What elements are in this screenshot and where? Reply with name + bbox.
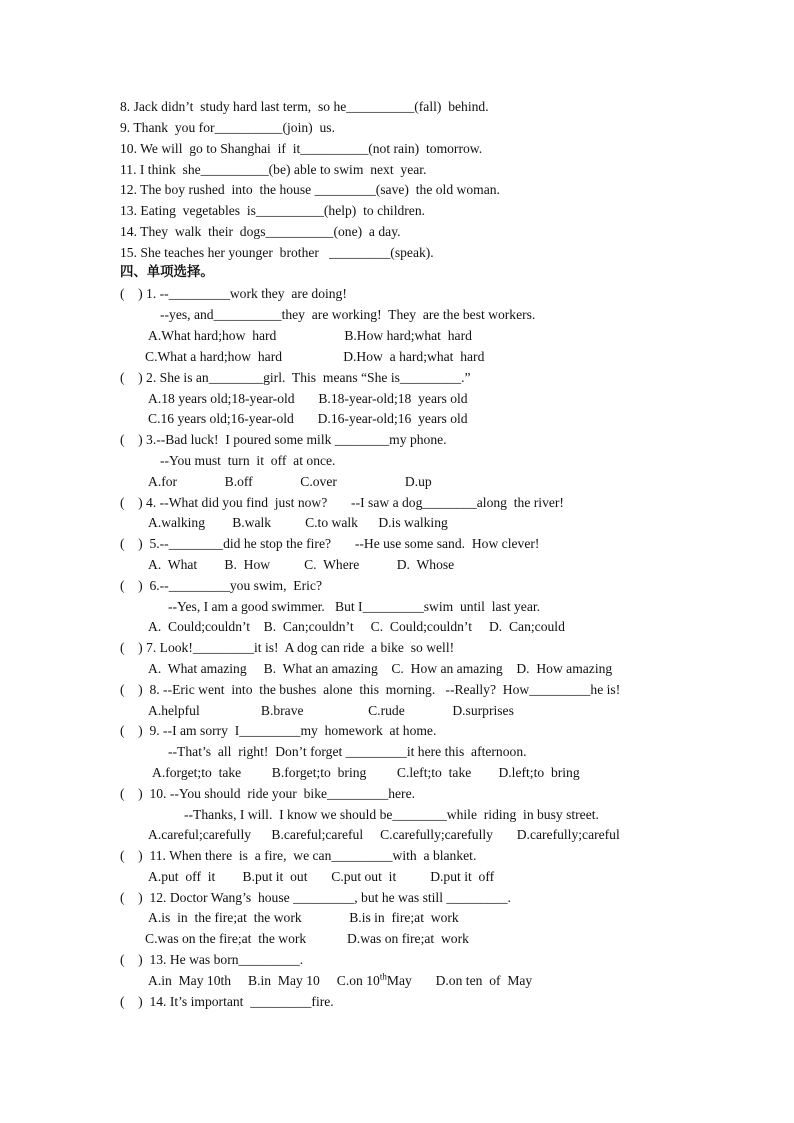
question-line: --Thanks, I will. I know we should be________while riding in busy street. (184, 807, 599, 822)
question-line: ( ) 6.--_________you swim, Eric? (120, 578, 322, 593)
option-line: C.What a hard;how hard D.How a hard;what hard (145, 349, 485, 364)
question-line: ( ) 14. It’s important _________fire. (120, 994, 334, 1009)
question-line: ( ) 8. --Eric went into the bushes alone this morning. --Really? How_________he is! (120, 682, 621, 697)
fill-in-item: 12. The boy rushed into the house _________(save) the old woman. (120, 182, 500, 197)
option-line: A.is in the fire;at the work B.is in fire;at work (148, 910, 459, 925)
option-line: A.put off it B.put it out C.put out it D.put it off (148, 869, 495, 884)
question-line: ( ) 10. --You should ride your bike_________here. (120, 786, 415, 801)
option-line: A.helpful B.brave C.rude D.surprises (148, 703, 514, 718)
fill-in-item: 13. Eating vegetables is__________(help) to children. (120, 203, 426, 218)
question-line: ( ) 11. When there is a fire, we can_________with a blanket. (120, 848, 477, 863)
question-line: --Yes, I am a good swimmer. But I_________swim until last year. (168, 599, 541, 614)
fill-in-item: 9. Thank you for__________(join) us. (120, 120, 335, 135)
option-line: A.for B.off C.over D.up (148, 474, 432, 489)
fill-in-item: 10. We will go to Shanghai if it__________(not rain) tomorrow. (120, 141, 483, 156)
q13-options-a: A.in May 10th B.in May 10 C.on 10 (148, 973, 380, 988)
question-line: ( ) 12. Doctor Wang’s house _________, but he was still _________. (120, 890, 511, 905)
fill-in-item: 8. Jack didn’t study hard last term, so he__________(fall) behind. (120, 99, 489, 114)
question-line: ( ) 2. She is an________girl. This means “She is_________.” (120, 370, 471, 385)
question-line: ( ) 3.--Bad luck! I poured some milk ________my phone. (120, 432, 447, 447)
option-line: A.forget;to take B.forget;to bring C.left;to take D.left;to bring (152, 765, 580, 780)
fill-in-item: 11. I think she__________(be) able to swim next year. (120, 162, 427, 177)
fill-in-item: 15. She teaches her younger brother _________(speak). (120, 245, 434, 260)
option-line: A.What hard;how hard B.How hard;what hard (148, 328, 472, 343)
question-line: ( ) 7. Look!_________it is! A dog can ride a bike so well! (120, 640, 455, 655)
question-line: ( ) 1. --_________work they are doing! (120, 286, 347, 301)
question-line: --That’s all right! Don’t forget _________it here this afternoon. (168, 744, 527, 759)
q13-options-rest: May D.on ten of May (386, 973, 533, 988)
question-line: --yes, and__________they are working! They are the best workers. (160, 307, 536, 322)
question-line: ( ) 5.--________did he stop the fire? --He use some sand. How clever! (120, 536, 540, 551)
option-line: A.18 years old;18-year-old B.18-year-old;18 years old (148, 391, 468, 406)
option-line: C.was on the fire;at the work D.was on fire;at work (145, 931, 469, 946)
section-title: 四、单项选择。 (120, 265, 214, 280)
option-line: C.16 years old;16-year-old D.16-year-old;16 years old (148, 411, 468, 426)
option-line: A.careful;carefully B.careful;careful C.carefully;carefully D.carefully;careful (148, 827, 620, 842)
option-line (148, 973, 532, 989)
question-line: ( ) 13. He was born_________. (120, 952, 304, 967)
q13-superscript: th (379, 971, 387, 982)
question-line: ( ) 9. --I am sorry I_________my homework at home. (120, 723, 437, 738)
option-line: A. What B. How C. Where D. Whose (148, 557, 455, 572)
fill-in-item: 14. They walk their dogs__________(one) a day. (120, 224, 401, 239)
question-line: --You must turn it off at once. (160, 453, 336, 468)
option-line: A. Could;couldn’t B. Can;couldn’t C. Could;couldn’t D. Can;could (148, 619, 565, 634)
question-line: ( ) 4. --What did you find just now? --I saw a dog________along the river! (120, 495, 564, 510)
option-line: A.walking B.walk C.to walk D.is walking (148, 515, 448, 530)
option-line: A. What amazing B. What an amazing C. How an amazing D. How amazing (148, 661, 613, 676)
